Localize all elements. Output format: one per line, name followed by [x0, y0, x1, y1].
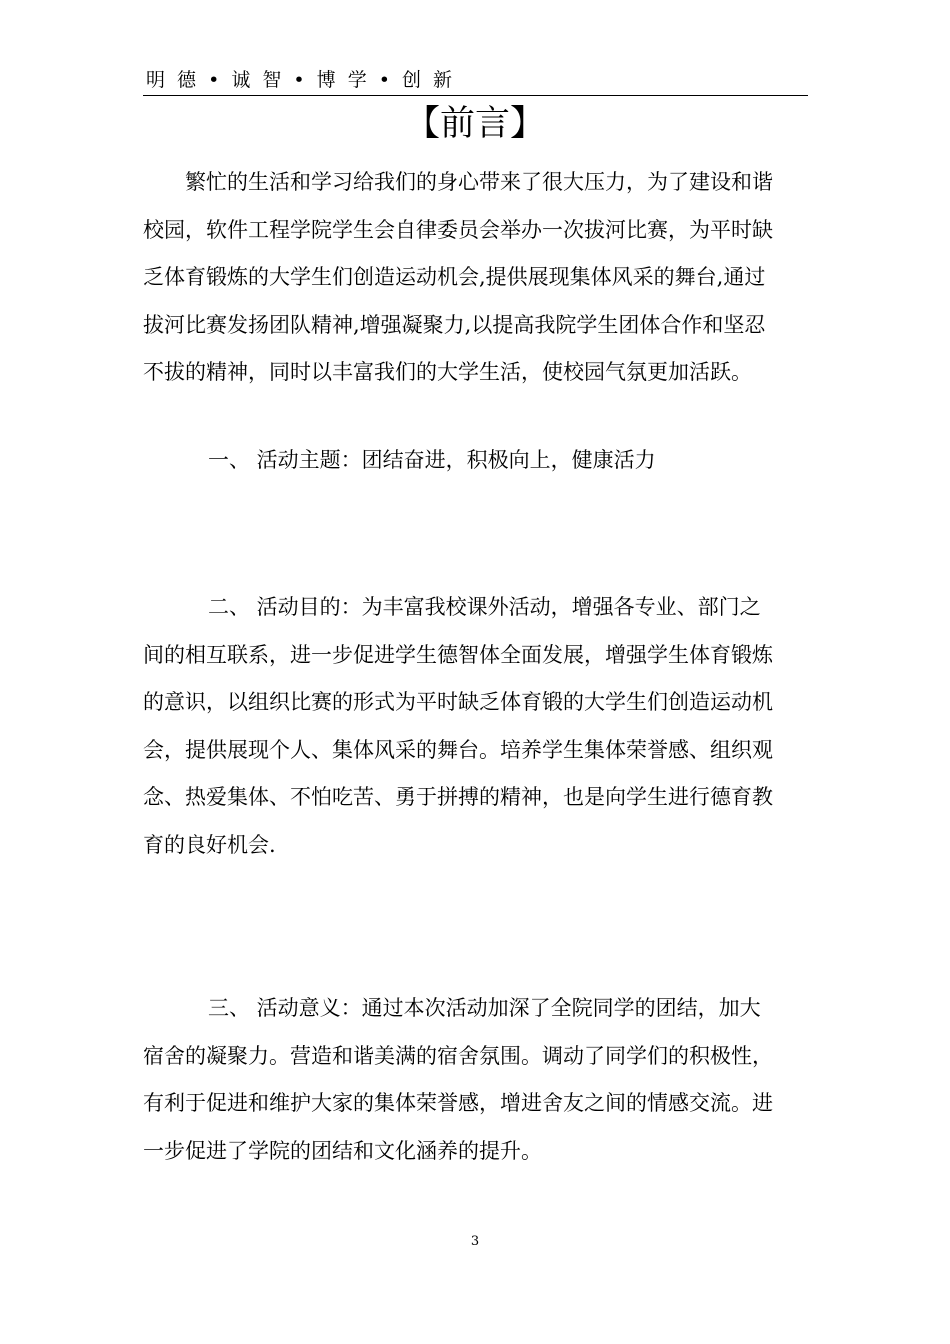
preface-line: 繁忙的生活和学习给我们的身心带来了很大压力，为了建设和谐	[185, 170, 773, 194]
header-divider	[143, 95, 808, 96]
section-line: 育的良好机会.	[143, 832, 276, 857]
page-number: 3	[470, 1234, 480, 1249]
section-line: 二、 活动目的：为丰富我校课外活动，增强各专业、部门之	[208, 595, 761, 619]
section-line: 一、 活动主题：团结奋进，积极向上，健康活力	[208, 448, 656, 472]
header-motto: 明 德 • 诚 智 • 博 学 • 创 新	[146, 69, 456, 91]
preface-line: 校园，软件工程学院学生会自律委员会举办一次拔河比赛，为平时缺	[143, 217, 773, 242]
page-title: 【前言】	[404, 104, 545, 144]
preface-line: 乏体育锻炼的大学生们创造运动机会,提供展现集体风采的舞台,通过	[143, 265, 766, 289]
section-line: 的意识，以组织比赛的形式为平时缺乏体育锻的大学生们创造运动机	[143, 690, 773, 714]
section-line: 一步促进了学院的团结和文化涵养的提升。	[143, 1138, 542, 1163]
preface-line: 不拔的精神，同时以丰富我们的大学生活，使校园气氛更加活跃。	[143, 360, 752, 384]
section-purpose	[143, 584, 808, 869]
section-line: 有利于促进和维护大家的集体荣誉感，增进舍友之间的情感交流。进	[143, 1091, 773, 1115]
preface-paragraph	[143, 159, 808, 397]
section-theme	[143, 437, 808, 485]
preface-line: 拔河比赛发扬团队精神,增强凝聚力,以提高我院学生团体合作和坚忍	[143, 312, 766, 337]
section-line: 间的相互联系，进一步促进学生德智体全面发展，增强学生体育锻炼	[143, 642, 773, 667]
section-line: 宿舍的凝聚力。营造和谐美满的宿舍氛围。调动了同学们的积极性，	[143, 1043, 773, 1068]
section-significance	[143, 985, 808, 1175]
section-line: 三、 活动意义：通过本次活动加深了全院同学的团结，加大	[208, 996, 761, 1020]
section-line: 会，提供展现个人、集体风采的舞台。培养学生集体荣誉感、组织观	[143, 737, 773, 762]
section-line: 念、热爱集体、不怕吃苦、勇于拼搏的精神，也是向学生进行德育教	[143, 785, 773, 809]
